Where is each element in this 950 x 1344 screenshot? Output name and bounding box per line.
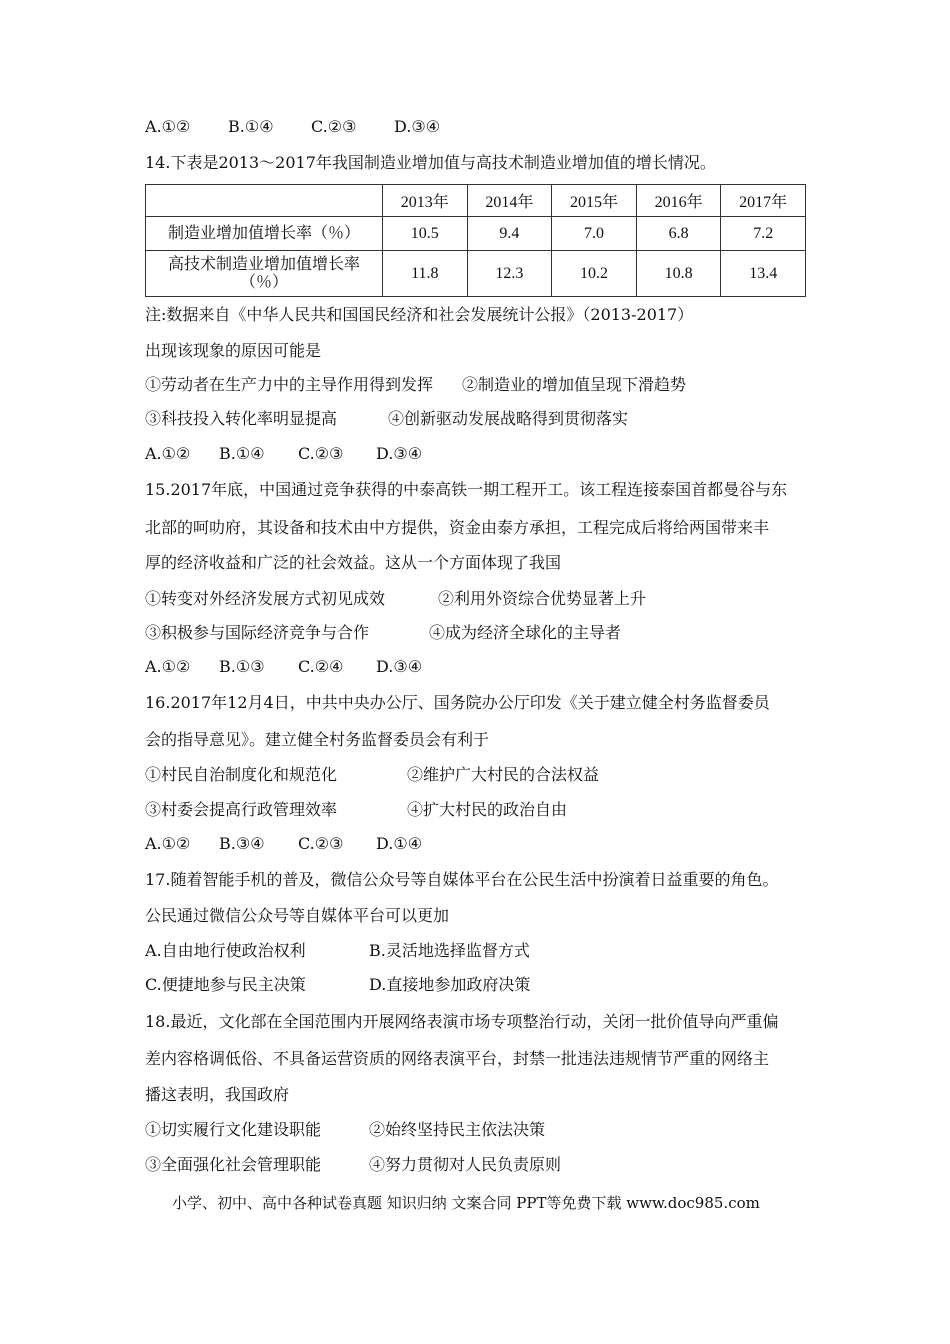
q17-options-row1 [145,941,530,961]
table-row [146,217,806,251]
table-row-label-line: 高技术制造业增加值增长率 [167,255,360,273]
q15-option-a: A.①② [145,657,191,676]
q15-items-row1 [145,589,646,609]
q15-line-1: 15.2017年底，中国通过竞争获得的中泰高铁一期工程开工。该工程连接泰国首都曼谷与东 [145,480,788,499]
q17-line-1: 17.随着智能手机的普及，微信公众号等自媒体平台在公民生活中扮演着日益重要的角色。 [145,870,779,889]
table-row-label: 制造业增加值增长率（％） [146,217,383,251]
q14-item-3: ③科技投入转化率明显提高 [145,409,338,428]
q15-line-3: 厚的经济收益和广泛的社会效益。这从一个方面体现了我国 [145,553,562,572]
q15-option-b: B.①③ [219,657,265,676]
q18-line-3: 播这表明，我国政府 [145,1085,290,1104]
q15-option-d: D.③④ [376,657,423,676]
q18-items-row2 [145,1155,561,1175]
q15-options [145,657,422,677]
q17-option-d: D.直接地参加政府决策 [369,975,531,994]
q16-item-2: ②维护广大村民的合法权益 [407,765,600,784]
q15-line-2: 北部的呵叻府，其设备和技术由中方提供，资金由泰方承担，工程完成后将给两国带来丰 [145,518,770,537]
table-row-label [146,251,383,297]
q14-item-2: ②制造业的增加值呈现下滑趋势 [462,375,687,394]
q14-items-row1 [145,375,686,395]
table-header-cell: 2016年 [636,185,721,217]
table-header-cell [146,185,383,217]
q16-options [145,834,422,854]
table-cell: 12.3 [467,251,552,297]
q14-option-b: B.①④ [219,444,265,463]
q14-item-1: ①劳动者在生产力中的主导作用得到发挥 [145,375,434,394]
q16-line-2: 会的指导意见》。建立健全村务监督委员会有利于 [145,730,490,749]
q16-items-row1 [145,765,599,785]
q16-option-b: B.③④ [219,834,265,853]
q16-items-row2 [145,800,567,820]
q13-option-a: A.①② [145,117,191,136]
q16-option-d: D.①④ [376,834,423,853]
table-row-label-line: （％） [239,273,288,291]
q18-items-row1 [145,1120,545,1140]
table-header-row [146,185,806,217]
q18-item-4: ④努力贯彻对人民负责原则 [369,1155,562,1174]
q14-options [145,444,422,464]
table-cell: 9.4 [467,217,552,251]
table-cell: 11.8 [383,251,468,297]
q18-item-1: ①切实履行文化建设职能 [145,1120,322,1139]
q16-item-1: ①村民自治制度化和规范化 [145,765,338,784]
q16-option-c: C.②③ [298,834,344,853]
q18-line-2: 差内容格调低俗、不具备运营资质的网络表演平台，封禁一批违法违规情节严重的网络主 [145,1049,770,1068]
q15-item-4: ④成为经济全球化的主导者 [429,623,622,642]
q18-item-3: ③全面强化社会管理职能 [145,1155,322,1174]
q17-option-a: A.自由地行使政治权利 [145,941,306,960]
q14-note: 注:数据来自《中华人民共和国国民经济和社会发展统计公报》（2013-2017） [145,305,694,324]
q14-items-row2 [145,409,628,429]
q13-option-d: D.③④ [394,117,441,136]
q13-option-c: C.②③ [311,117,357,136]
q15-items-row2 [145,623,621,643]
table-row [146,251,806,297]
q14-option-a: A.①② [145,444,191,463]
q16-option-a: A.①② [145,834,191,853]
q17-option-b: B.灵活地选择监督方式 [369,941,530,960]
q17-option-c: C.便捷地参与民主决策 [145,975,306,994]
footer-ad-text: 小学、初中、高中各种试卷真题 知识归纳 文案合同 PPT等免费下载 www.doc985.com [172,1194,760,1212]
q14-option-c: C.②③ [298,444,344,463]
growth-table [145,184,806,297]
table-cell: 10.8 [636,251,721,297]
q18-item-2: ②始终坚持民主依法决策 [369,1120,546,1139]
table-header-cell: 2014年 [467,185,552,217]
q17-options-row2 [145,975,530,995]
q16-item-4: ④扩大村民的政治自由 [407,800,568,819]
q17-line-2: 公民通过微信公众号等自媒体平台可以更加 [145,906,450,925]
table-header-cell: 2013年 [383,185,468,217]
q16-item-3: ③村委会提高行政管理效率 [145,800,338,819]
table-header-cell: 2017年 [721,185,806,217]
q14-item-4: ④创新驱动发展战略得到贯彻落实 [388,409,629,428]
table-cell: 7.2 [721,217,806,251]
q14-stem: 14.下表是2013～2017年我国制造业增加值与高技术制造业增加值的增长情况。 [145,153,716,172]
table-cell: 6.8 [636,217,721,251]
q18-line-1: 18.最近，文化部在全国范围内开展网络表演市场专项整治行动，关闭一批价值导向严重偏 [145,1012,779,1031]
table-cell: 10.2 [552,251,637,297]
q15-item-3: ③积极参与国际经济竞争与合作 [145,623,370,642]
table-cell: 13.4 [721,251,806,297]
q16-line-1: 16.2017年12月4日，中共中央办公厅、国务院办公厅印发《关于建立健全村务监督委员 [145,693,770,712]
q14-option-d: D.③④ [376,444,423,463]
q15-option-c: C.②④ [298,657,344,676]
q13-option-b: B.①④ [228,117,274,136]
q13-options [145,117,440,137]
table-cell: 7.0 [552,217,637,251]
q14-question: 出现该现象的原因可能是 [145,341,322,360]
table-cell: 10.5 [383,217,468,251]
q15-item-1: ①转变对外经济发展方式初见成效 [145,589,386,608]
table-header-cell: 2015年 [552,185,637,217]
q15-item-2: ②利用外资综合优势显著上升 [438,589,647,608]
